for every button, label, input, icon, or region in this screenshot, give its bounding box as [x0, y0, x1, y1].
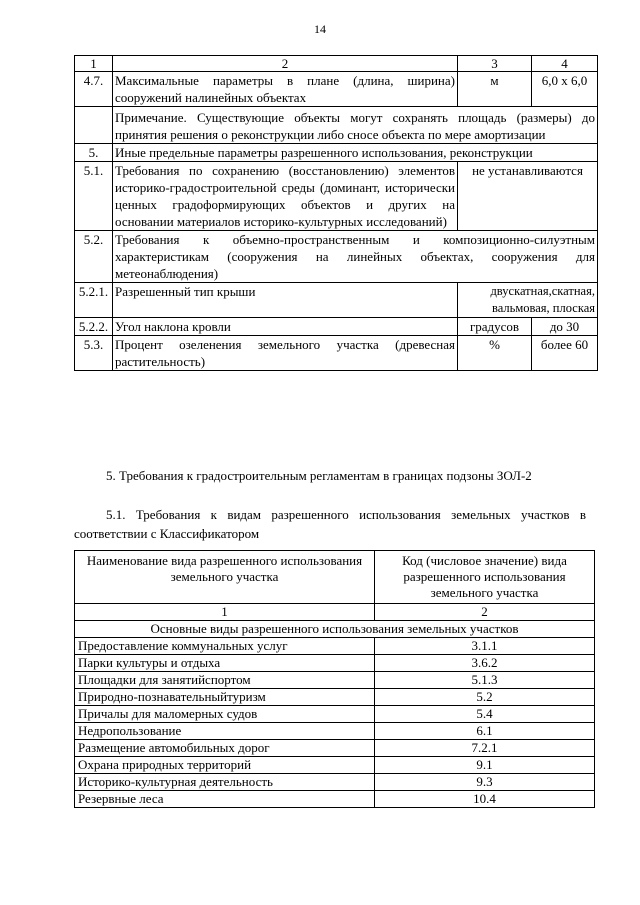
use-code: 5.4 [375, 706, 595, 723]
table-row [75, 774, 595, 791]
row-value: не устанавливаются [458, 162, 598, 231]
row-text: Требования к объемно-пространственным и композиционно-силуэтным характеристикам (сооружения на линейных объектах, сооружения для метеонаблюдения) [113, 231, 598, 283]
use-name: Резервные леса [75, 791, 375, 808]
use-name: Размещение автомобильных дорог [75, 740, 375, 757]
use-code: 9.1 [375, 757, 595, 774]
table-row [75, 757, 595, 774]
use-name: Предоставление коммунальных услуг [75, 638, 375, 655]
header-cell: 3 [458, 56, 532, 72]
use-code: 3.1.1 [375, 638, 595, 655]
subsection-paragraph: 5.1. Требования к видам разрешенного использования земельных участков в соответствии с Классификатором [74, 507, 586, 541]
row-value: до 30 [532, 318, 598, 336]
parameters-table [74, 55, 598, 371]
header-cell: 2 [113, 56, 458, 72]
row-number: 5.3. [75, 336, 113, 371]
table-row [75, 318, 598, 336]
row-number: 5.2.2. [75, 318, 113, 336]
index-cell: 1 [75, 604, 375, 621]
use-name: Историко-культурная деятельность [75, 774, 375, 791]
table-header-row [75, 56, 598, 72]
row-text: Иные предельные параметры разрешенного использования, реконструкции [113, 144, 598, 162]
use-name: Недропользование [75, 723, 375, 740]
header-cell-name: Наименование вида разрешенного использования земельного участка [75, 551, 375, 604]
row-value [458, 283, 598, 318]
table-header-row [75, 551, 595, 604]
use-name: Природно-познавательныйтуризм [75, 689, 375, 706]
use-name: Площадки для занятийспортом [75, 672, 375, 689]
row-number: 5.1. [75, 162, 113, 231]
table-row [75, 336, 598, 371]
row-unit: % [458, 336, 532, 371]
use-name: Причалы для маломерных судов [75, 706, 375, 723]
table-index-row [75, 604, 595, 621]
page-number: 14 [314, 22, 326, 36]
row-text: Процент озеленения земельного участка (древесная растительность) [113, 336, 458, 371]
header-cell: 1 [75, 56, 113, 72]
use-code: 3.6.2 [375, 655, 595, 672]
row-value-line: вальмовая, плоская [492, 301, 595, 315]
table-row [75, 791, 595, 808]
row-number: 4.7. [75, 72, 113, 107]
use-code: 7.2.1 [375, 740, 595, 757]
row-unit: м [458, 72, 532, 107]
index-cell: 2 [375, 604, 595, 621]
row-unit: градусов [458, 318, 532, 336]
row-number: 5. [75, 144, 113, 162]
table-row [75, 144, 598, 162]
row-number: 5.2.1. [75, 283, 113, 318]
header-cell: 4 [532, 56, 598, 72]
table-row [75, 283, 598, 318]
row-text: Разрешенный тип крыши [113, 283, 458, 318]
row-number: 5.2. [75, 231, 113, 283]
table-row [75, 162, 598, 231]
row-text: Максимальные параметры в плане (длина, ширина) сооружений налинейных объектах [113, 72, 458, 107]
use-code: 5.1.3 [375, 672, 595, 689]
use-code: 5.2 [375, 689, 595, 706]
empty-cell [75, 107, 113, 144]
use-code: 9.3 [375, 774, 595, 791]
table-row [75, 655, 595, 672]
table-section-row [75, 621, 595, 638]
row-value: более 60 [532, 336, 598, 371]
table-row [75, 689, 595, 706]
use-code: 6.1 [375, 723, 595, 740]
table-row [75, 740, 595, 757]
table-row [75, 706, 595, 723]
table-row [75, 72, 598, 107]
table-row [75, 231, 598, 283]
use-name: Охрана природных территорий [75, 757, 375, 774]
table-row [75, 723, 595, 740]
row-text: Угол наклона кровли [113, 318, 458, 336]
table-row [75, 107, 598, 144]
land-use-table [74, 550, 595, 808]
row-text: Требования по сохранению (восстановлению) элементов историко-градостроительной среды (доминант, исторически ценных градоформирующих объектов и других на основании материалов историко-культурных исследований) [113, 162, 458, 231]
row-value: 6,0 х 6,0 [532, 72, 598, 107]
table-row [75, 638, 595, 655]
row-note: Примечание. Существующие объекты могут сохранять площадь (размеры) до принятия решения о реконструкции либо сносе объекта по мере амортизации [113, 107, 598, 144]
use-name: Парки культуры и отдыха [75, 655, 375, 672]
table-row [75, 672, 595, 689]
section-heading-paragraph: 5. Требования к градостроительным регламентам в границах подзоны ЗОЛ-2 [106, 468, 532, 483]
use-code: 10.4 [375, 791, 595, 808]
header-cell-code: Код (числовое значение) вида разрешенного использования земельного участка [375, 551, 595, 604]
section-title: Основные виды разрешенного использования земельных участков [75, 621, 595, 638]
row-value-line: двускатная,скатная, [490, 284, 595, 298]
